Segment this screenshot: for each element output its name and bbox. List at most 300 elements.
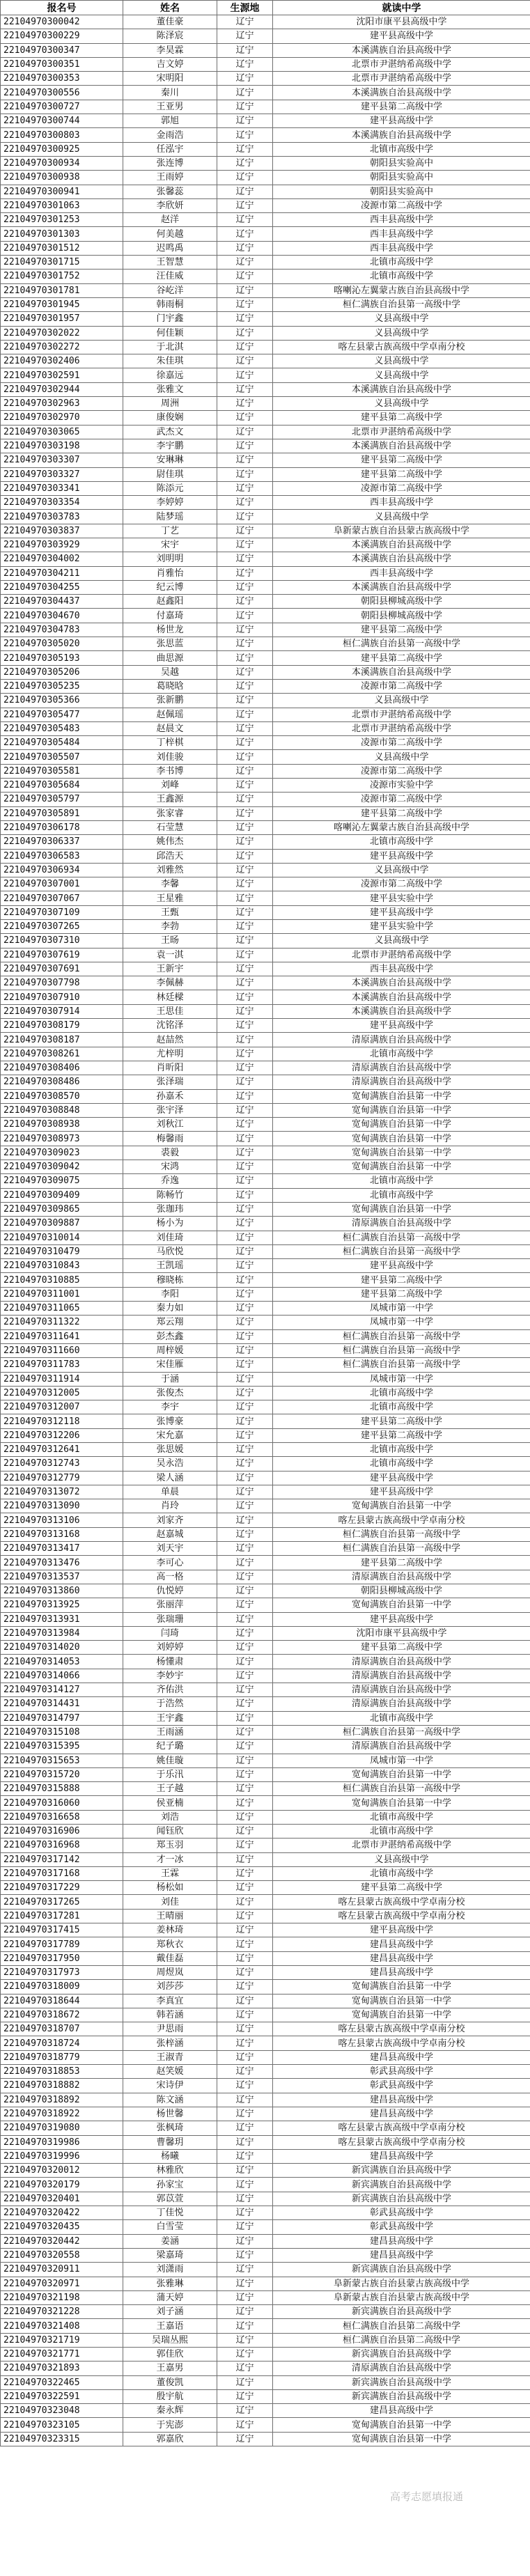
table-row	[1, 2263, 530, 2277]
table-row	[1, 1302, 530, 1316]
registration-number-cell: 22104970314053	[1, 1655, 123, 1669]
registration-number-cell: 22104970302944	[1, 382, 123, 396]
school-cell: 北镇市高级中学	[273, 1457, 530, 1471]
student-name-cell: 金雨浩	[123, 128, 217, 142]
student-name-cell: 纪子璐	[123, 1740, 217, 1754]
school-cell: 桓仁满族自治县第二高级中学	[273, 2319, 530, 2333]
registration-number-cell: 22104970300347	[1, 43, 123, 57]
student-name-cell: 张思蓝	[123, 637, 217, 651]
origin-cell: 辽宁	[217, 1485, 273, 1499]
student-name-cell: 姜林琦	[123, 1923, 217, 1937]
school-cell: 本溪满族自治县高级中学	[273, 665, 530, 679]
table-row	[1, 2008, 530, 2022]
origin-cell: 辽宁	[217, 283, 273, 297]
student-name-cell: 张雅琳	[123, 2277, 217, 2290]
origin-cell: 辽宁	[217, 241, 273, 255]
student-name-cell: 刘天宇	[123, 1542, 217, 1556]
school-cell: 本溪满族自治县高级中学	[273, 990, 530, 1004]
table-row	[1, 1740, 530, 1754]
student-name-cell: 郑玉羽	[123, 1839, 217, 1852]
student-name-cell: 李昊霖	[123, 43, 217, 57]
origin-cell: 辽宁	[217, 609, 273, 623]
table-row	[1, 2107, 530, 2121]
registration-number-cell: 22104970317973	[1, 1965, 123, 1979]
table-row	[1, 1754, 530, 1767]
table-row	[1, 86, 530, 100]
school-cell: 凌源市第二高级中学	[273, 877, 530, 891]
table-row	[1, 2277, 530, 2290]
registration-number-cell: 22104970308486	[1, 1075, 123, 1089]
school-cell: 凌源市第二高级中学	[273, 481, 530, 495]
school-cell: 建平县高级中学	[273, 1471, 530, 1485]
table-row	[1, 411, 530, 425]
table-row	[1, 637, 530, 651]
student-name-cell: 杨世馨	[123, 2107, 217, 2121]
student-name-cell: 曹馨玥	[123, 2135, 217, 2149]
student-name-cell: 于北淇	[123, 340, 217, 354]
student-name-cell: 张家睿	[123, 806, 217, 820]
student-name-cell: 李勃	[123, 920, 217, 934]
table-row	[1, 2319, 530, 2333]
student-name-cell: 王雨涵	[123, 1725, 217, 1739]
student-name-cell: 宋宇	[123, 538, 217, 552]
school-cell: 朝阳县实验高中	[273, 185, 530, 198]
origin-cell: 辽宁	[217, 1965, 273, 1979]
student-name-cell: 董佳豪	[123, 15, 217, 29]
student-name-cell: 袁一淇	[123, 948, 217, 962]
origin-cell: 辽宁	[217, 1471, 273, 1485]
table-row	[1, 368, 530, 382]
registration-number-cell: 22104970313072	[1, 1485, 123, 1499]
table-row	[1, 2290, 530, 2304]
school-cell: 建平县高级中学	[273, 114, 530, 128]
registration-number-cell: 22104970302272	[1, 340, 123, 354]
table-row	[1, 481, 530, 495]
watermark-text: 高考志愿填报通	[390, 2490, 464, 2503]
student-name-cell: 刘峰	[123, 779, 217, 793]
school-cell: 桓仁满族自治县第一高级中学	[273, 1782, 530, 1796]
origin-cell: 辽宁	[217, 1174, 273, 1188]
registration-number-cell: 22104970312779	[1, 1471, 123, 1485]
origin-cell: 辽宁	[217, 750, 273, 764]
origin-cell: 辽宁	[217, 2036, 273, 2050]
origin-cell: 辽宁	[217, 1527, 273, 1541]
registration-number-cell: 22104970304002	[1, 552, 123, 566]
student-name-cell: 才一冰	[123, 1852, 217, 1866]
table-row	[1, 1485, 530, 1499]
school-cell: 义县高级中学	[273, 326, 530, 340]
registration-number-cell: 22104970301752	[1, 270, 123, 283]
table-row	[1, 1782, 530, 1796]
origin-cell: 辽宁	[217, 2319, 273, 2333]
registration-number-cell: 22104970312005	[1, 1386, 123, 1400]
table-row	[1, 764, 530, 778]
origin-cell: 辽宁	[217, 2347, 273, 2361]
registration-number-cell: 22104970317265	[1, 1895, 123, 1909]
school-cell: 义县高级中学	[273, 397, 530, 411]
origin-cell: 辽宁	[217, 439, 273, 453]
origin-cell: 辽宁	[217, 694, 273, 708]
school-cell: 凌源市实验中学	[273, 779, 530, 793]
origin-cell: 辽宁	[217, 15, 273, 29]
origin-cell: 辽宁	[217, 2050, 273, 2064]
school-cell: 建平县高级中学	[273, 849, 530, 863]
student-name-cell: 林廷樑	[123, 990, 217, 1004]
registration-number-cell: 22104970310843	[1, 1259, 123, 1273]
table-row	[1, 948, 530, 962]
origin-cell: 辽宁	[217, 425, 273, 439]
table-row	[1, 1244, 530, 1258]
student-name-cell: 梁人涵	[123, 1471, 217, 1485]
table-row	[1, 877, 530, 891]
origin-cell: 辽宁	[217, 128, 273, 142]
school-cell: 宽甸满族自治县第一中学	[273, 1118, 530, 1132]
student-name-cell: 邱浩天	[123, 849, 217, 863]
student-name-cell: 刘秋江	[123, 1118, 217, 1132]
table-row	[1, 2305, 530, 2319]
table-row	[1, 2149, 530, 2163]
student-name-cell: 朱佳琪	[123, 354, 217, 368]
school-cell: 义县高级中学	[273, 510, 530, 524]
table-row	[1, 1358, 530, 1372]
school-cell: 建平县高级中学	[273, 1923, 530, 1937]
student-name-cell: 白雪莹	[123, 2220, 217, 2234]
origin-cell: 辽宁	[217, 1103, 273, 1117]
student-name-cell: 周煜岚	[123, 1965, 217, 1979]
origin-cell: 辽宁	[217, 1697, 273, 1711]
table-row	[1, 2375, 530, 2389]
table-row	[1, 270, 530, 283]
registration-number-cell: 22104970318892	[1, 2093, 123, 2107]
origin-cell: 辽宁	[217, 1047, 273, 1061]
table-row	[1, 1895, 530, 1909]
student-name-cell: 谷屹洋	[123, 283, 217, 297]
school-cell: 阜新蒙古族自治县蒙古族高级中学	[273, 2277, 530, 2290]
student-name-cell: 武杰文	[123, 425, 217, 439]
origin-cell: 辽宁	[217, 270, 273, 283]
table-row	[1, 2248, 530, 2262]
school-cell: 凤城市第一中学	[273, 1302, 530, 1316]
table-row	[1, 1047, 530, 1061]
table-row	[1, 2347, 530, 2361]
table-row	[1, 1118, 530, 1132]
school-cell: 桓仁满族自治县第一高级中学	[273, 1542, 530, 1556]
origin-cell: 辽宁	[217, 2234, 273, 2248]
student-name-cell: 秦力如	[123, 1302, 217, 1316]
origin-cell: 辽宁	[217, 86, 273, 100]
school-cell: 建平县高级中学	[273, 905, 530, 919]
table-row	[1, 2432, 530, 2446]
origin-cell: 辽宁	[217, 708, 273, 721]
school-cell: 建平县高级中学	[273, 1612, 530, 1626]
student-name-cell: 王凯瑶	[123, 1259, 217, 1273]
table-row	[1, 1923, 530, 1937]
student-name-cell: 吴永浩	[123, 1457, 217, 1471]
origin-cell: 辽宁	[217, 2290, 273, 2304]
student-name-cell: 殷宇航	[123, 2389, 217, 2403]
registration-number-cell: 22104970320012	[1, 2164, 123, 2178]
school-cell: 北镇市高级中学	[273, 270, 530, 283]
origin-cell: 辽宁	[217, 2305, 273, 2319]
school-cell: 本溪满族自治县高级中学	[273, 382, 530, 396]
registration-number-cell: 22104970308938	[1, 1118, 123, 1132]
table-row	[1, 1089, 530, 1103]
origin-cell: 辽宁	[217, 156, 273, 170]
school-cell: 本溪满族自治县高级中学	[273, 1004, 530, 1018]
school-cell: 桓仁满族自治县第一高级中学	[273, 1343, 530, 1357]
registration-number-cell: 22104970309865	[1, 1202, 123, 1216]
origin-cell: 辽宁	[217, 1994, 273, 2008]
table-row	[1, 694, 530, 708]
registration-number-cell: 22104970318922	[1, 2107, 123, 2121]
origin-cell: 辽宁	[217, 779, 273, 793]
origin-cell: 辽宁	[217, 1641, 273, 1655]
table-row	[1, 1273, 530, 1287]
table-row	[1, 1457, 530, 1471]
school-cell: 建平县第二高级中学	[273, 453, 530, 467]
origin-cell: 辽宁	[217, 72, 273, 86]
registration-number-cell: 22104970312206	[1, 1428, 123, 1442]
student-name-cell: 宋允嘉	[123, 1428, 217, 1442]
table-row	[1, 1951, 530, 1965]
origin-cell: 辽宁	[217, 538, 273, 552]
student-name-cell: 刘佳琦	[123, 1231, 217, 1244]
student-name-cell: 裘毅	[123, 1146, 217, 1160]
student-name-cell: 尉佳琪	[123, 467, 217, 481]
table-row	[1, 1626, 530, 1640]
table-row	[1, 976, 530, 990]
registration-number-cell: 22104970302406	[1, 354, 123, 368]
table-row	[1, 198, 530, 212]
school-cell: 本溪满族自治县高级中学	[273, 552, 530, 566]
school-cell: 彰武县高级中学	[273, 2220, 530, 2234]
registration-number-cell: 22104970302591	[1, 368, 123, 382]
origin-cell: 辽宁	[217, 1457, 273, 1471]
student-name-cell: 赵嘉城	[123, 1527, 217, 1541]
table-row	[1, 397, 530, 411]
origin-cell: 辽宁	[217, 1980, 273, 1994]
registration-number-cell: 22104970321198	[1, 2290, 123, 2304]
school-cell: 建昌县高级中学	[273, 2404, 530, 2418]
registration-number-cell: 22104970303327	[1, 467, 123, 481]
student-name-cell: 刘子涵	[123, 2305, 217, 2319]
registration-number-cell: 22104970300938	[1, 171, 123, 185]
table-row	[1, 1499, 530, 1513]
table-row	[1, 1372, 530, 1386]
origin-cell: 辽宁	[217, 552, 273, 566]
school-cell: 北镇市高级中学	[273, 1810, 530, 1824]
school-cell: 阜新蒙古族自治县蒙古族高级中学	[273, 2290, 530, 2304]
student-name-cell: 李可心	[123, 1556, 217, 1570]
registration-number-cell: 22104970305235	[1, 679, 123, 693]
registration-number-cell: 22104970313931	[1, 1612, 123, 1626]
registration-number-cell: 22104970307914	[1, 1004, 123, 1018]
school-cell: 建昌县高级中学	[273, 1965, 530, 1979]
header-name: 姓名	[123, 1, 217, 15]
table-row	[1, 1231, 530, 1244]
school-cell: 宽甸满族自治县第一中学	[273, 2418, 530, 2432]
school-cell: 建昌县高级中学	[273, 1937, 530, 1951]
table-header-row	[1, 1, 530, 15]
school-cell: 义县高级中学	[273, 934, 530, 948]
school-cell: 建平县第二高级中学	[273, 623, 530, 637]
student-name-cell: 王子越	[123, 1782, 217, 1796]
table-row	[1, 566, 530, 580]
table-row	[1, 2135, 530, 2149]
registration-number-cell: 22104970313168	[1, 1527, 123, 1541]
origin-cell: 辽宁	[217, 1542, 273, 1556]
table-row	[1, 1259, 530, 1273]
origin-cell: 辽宁	[217, 1923, 273, 1937]
student-name-cell: 姚佳璇	[123, 1754, 217, 1767]
origin-cell: 辽宁	[217, 1302, 273, 1316]
registration-number-cell: 22104970310885	[1, 1273, 123, 1287]
origin-cell: 辽宁	[217, 43, 273, 57]
table-row	[1, 2404, 530, 2418]
registration-number-cell: 22104970312007	[1, 1400, 123, 1414]
school-cell: 宽甸满族自治县第一中学	[273, 1796, 530, 1810]
school-cell: 桓仁满族自治县第一高级中学	[273, 1358, 530, 1372]
table-row	[1, 29, 530, 43]
registration-number-cell: 22104970318644	[1, 1994, 123, 2008]
origin-cell: 辽宁	[217, 2022, 273, 2036]
registration-number-cell: 22104970318672	[1, 2008, 123, 2022]
student-name-cell: 王晴丽	[123, 1909, 217, 1923]
school-cell: 凤城市第一中学	[273, 1372, 530, 1386]
table-row	[1, 453, 530, 467]
school-cell: 本溪满族自治县高级中学	[273, 128, 530, 142]
registration-number-cell: 22104970301715	[1, 256, 123, 270]
student-name-cell: 张梓涵	[123, 2036, 217, 2050]
registration-number-cell: 22104970314797	[1, 1711, 123, 1725]
school-cell: 清原满族自治县高级中学	[273, 1061, 530, 1075]
school-cell: 建平县第二高级中学	[273, 467, 530, 481]
table-row	[1, 1343, 530, 1357]
origin-cell: 辽宁	[217, 29, 273, 43]
student-name-cell: 丁梓棋	[123, 736, 217, 750]
registration-number-cell: 22104970320179	[1, 2178, 123, 2192]
school-cell: 北镇市高级中学	[273, 1711, 530, 1725]
student-name-cell: 葛晓晗	[123, 679, 217, 693]
table-row	[1, 2192, 530, 2206]
origin-cell: 辽宁	[217, 736, 273, 750]
student-name-cell: 杨曦	[123, 2149, 217, 2163]
registration-number-cell: 22104970312118	[1, 1414, 123, 1428]
origin-cell: 辽宁	[217, 2432, 273, 2446]
table-row	[1, 750, 530, 764]
student-name-cell: 杨松如	[123, 1881, 217, 1895]
registration-number-cell: 22104970301945	[1, 297, 123, 311]
origin-cell: 辽宁	[217, 1132, 273, 1146]
table-row	[1, 227, 530, 241]
registration-number-cell: 22104970316906	[1, 1825, 123, 1839]
origin-cell: 辽宁	[217, 297, 273, 311]
registration-number-cell: 22104970314020	[1, 1641, 123, 1655]
registration-number-cell: 22104970317789	[1, 1937, 123, 1951]
school-cell: 建昌县高级中学	[273, 2234, 530, 2248]
table-row	[1, 651, 530, 665]
registration-number-cell: 22104970300556	[1, 86, 123, 100]
origin-cell: 辽宁	[217, 397, 273, 411]
table-row	[1, 1796, 530, 1810]
registration-number-cell: 22104970315653	[1, 1754, 123, 1767]
table-row	[1, 1980, 530, 1994]
student-name-cell: 韩若涵	[123, 2008, 217, 2022]
student-name-cell: 康俊娴	[123, 411, 217, 425]
origin-cell: 辽宁	[217, 198, 273, 212]
registration-number-cell: 22104970318882	[1, 2079, 123, 2093]
registration-number-cell: 22104970308179	[1, 1019, 123, 1033]
school-cell: 宽甸满族自治县第一中学	[273, 1160, 530, 1174]
student-name-cell: 何佳颖	[123, 326, 217, 340]
registration-number-cell: 22104970311783	[1, 1358, 123, 1372]
student-name-cell: 赵晨文	[123, 721, 217, 735]
school-cell: 西丰县高级中学	[273, 962, 530, 976]
origin-cell: 辽宁	[217, 1767, 273, 1781]
school-cell: 本溪满族自治县高级中学	[273, 43, 530, 57]
origin-cell: 辽宁	[217, 1273, 273, 1287]
student-name-cell: 宋鸿	[123, 1160, 217, 1174]
student-name-cell: 张泽瑞	[123, 1075, 217, 1089]
student-name-cell: 王淑青	[123, 2050, 217, 2064]
school-cell: 建平县第二高级中学	[273, 1556, 530, 1570]
school-cell: 北镇市高级中学	[273, 1174, 530, 1188]
table-row	[1, 312, 530, 326]
origin-cell: 辽宁	[217, 1428, 273, 1442]
table-row	[1, 2065, 530, 2079]
school-cell: 宽甸满族自治县第一中学	[273, 1598, 530, 1612]
registration-number-cell: 22104970302022	[1, 326, 123, 340]
table-row	[1, 1329, 530, 1343]
student-name-cell: 王雨婷	[123, 171, 217, 185]
student-name-cell: 仇悦婷	[123, 1584, 217, 1598]
origin-cell: 辽宁	[217, 905, 273, 919]
registration-number-cell: 22104970312641	[1, 1442, 123, 1456]
table-row	[1, 1019, 530, 1033]
registration-number-cell: 22104970300803	[1, 128, 123, 142]
student-name-cell: 王甄	[123, 905, 217, 919]
registration-number-cell: 22104970305581	[1, 764, 123, 778]
school-cell: 宽甸满族自治县第一中学	[273, 2432, 530, 2446]
origin-cell: 辽宁	[217, 1866, 273, 1880]
origin-cell: 辽宁	[217, 835, 273, 849]
school-cell: 建昌县高级中学	[273, 2050, 530, 2064]
registration-number-cell: 22104970320435	[1, 2220, 123, 2234]
registration-number-cell: 22104970310014	[1, 1231, 123, 1244]
registration-number-cell: 22104970320911	[1, 2263, 123, 2277]
registration-number-cell: 22104970303354	[1, 496, 123, 510]
registration-number-cell: 22104970305891	[1, 806, 123, 820]
student-name-cell: 刘莎莎	[123, 1980, 217, 1994]
table-row	[1, 1866, 530, 1880]
origin-cell: 辽宁	[217, 2079, 273, 2093]
school-cell: 建平县第二高级中学	[273, 1881, 530, 1895]
registration-number-cell: 22104970300727	[1, 100, 123, 114]
registration-number-cell: 22104970311001	[1, 1287, 123, 1301]
school-cell: 建平县第二高级中学	[273, 1428, 530, 1442]
school-cell: 新宾满族自治县高级中学	[273, 2375, 530, 2389]
table-row	[1, 2164, 530, 2178]
table-row	[1, 1442, 530, 1456]
school-cell: 义县高级中学	[273, 312, 530, 326]
school-cell: 义县高级中学	[273, 354, 530, 368]
school-cell: 桓仁满族自治县第一高级中学	[273, 637, 530, 651]
origin-cell: 辽宁	[217, 2065, 273, 2079]
student-name-cell: 赵笑媛	[123, 2065, 217, 2079]
student-name-cell: 侯亚楠	[123, 1796, 217, 1810]
table-row	[1, 57, 530, 71]
table-row	[1, 1881, 530, 1895]
